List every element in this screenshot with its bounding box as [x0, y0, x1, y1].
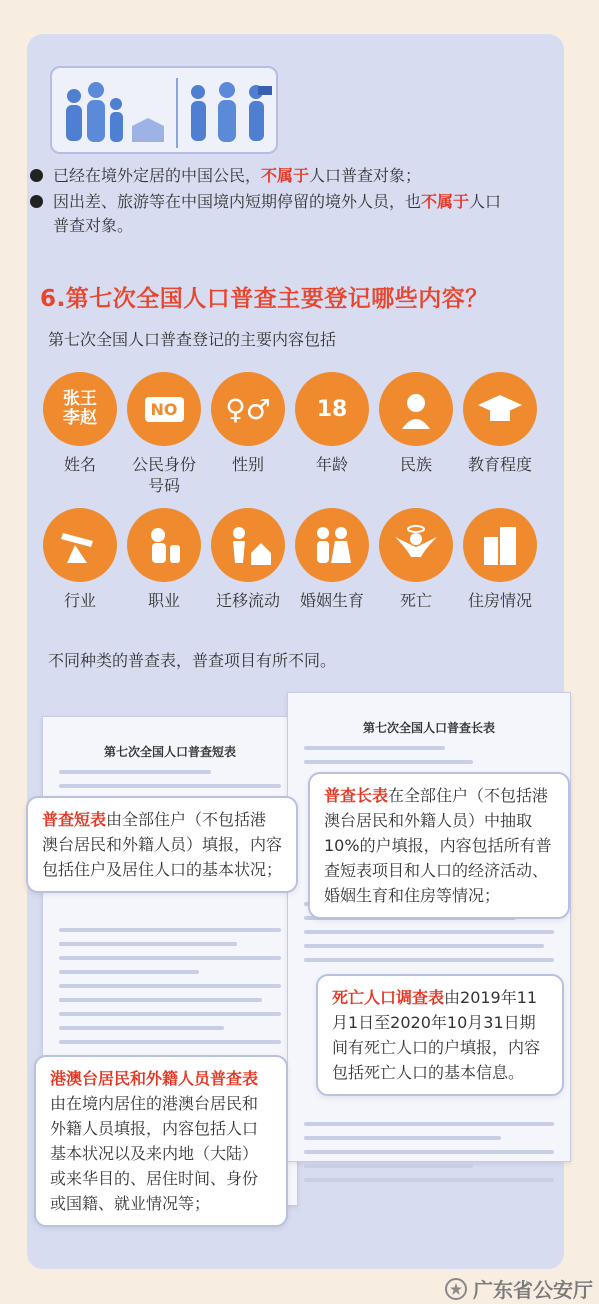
- difference-note: 不同种类的普查表，普查项目有所不同。: [48, 651, 337, 670]
- item-gender: ♀♂ 性别: [203, 372, 293, 475]
- item-marriage: 婚姻生育: [287, 508, 377, 611]
- couple-icon: [295, 508, 369, 582]
- id-card-icon: NO: [127, 372, 201, 446]
- long-form-note: 普查长表在全部住户（不包括港澳台居民和外籍人员）中抽取10%的户填报，内容包括所有普查短表项目和人口的经济活动、婚姻生育和住房等情况；: [308, 772, 570, 919]
- bullet-dot-icon: [30, 195, 43, 208]
- bullet-text: 已经在境外定居的中国公民，不属于人口普查对象；: [53, 166, 422, 185]
- traveler-icon: [211, 508, 285, 582]
- item-id: NO 公民身份 号码: [119, 372, 209, 496]
- ethnic-person-icon: [379, 372, 453, 446]
- short-form-note: 普查短表由全部住户（不包括港澳台居民和外籍人员）填报，内容包括住户及居住人口的基本状况；: [26, 796, 298, 893]
- short-form-paper: 第七次全国人口普查短表: [42, 716, 298, 1206]
- hk-foreign-note: 港澳台居民和外籍人员普查表由在境内居住的港澳台居民和外籍人员填报，内容包括人口基本状况以及来内地（大陆）或来华目的、居住时间、身份或国籍、就业情况等；: [34, 1055, 288, 1227]
- bullet-dot-icon: [30, 169, 43, 182]
- item-death: 死亡: [371, 508, 461, 611]
- item-ethnicity: 民族: [371, 372, 461, 475]
- police-badge-icon: [445, 1278, 467, 1300]
- item-age: 18 年龄: [287, 372, 377, 475]
- buildings-icon: [463, 508, 537, 582]
- bullet-item: [30, 164, 421, 188]
- long-form-paper: 第七次全国人口普查长表: [287, 692, 571, 1162]
- worker-icon: [127, 508, 201, 582]
- item-name: 张王 李赵 姓名: [35, 372, 125, 475]
- bullet-item: [30, 190, 510, 238]
- oil-pump-icon: [43, 508, 117, 582]
- angel-icon: [379, 508, 453, 582]
- death-survey-note: 死亡人口调查表由2019年11月1日至2020年10月31日期间有死亡人口的户填报，内容包括死亡人口的基本信息。: [316, 974, 564, 1096]
- item-migration: 迁移流动: [203, 508, 293, 611]
- section-title: 6.第七次全国人口普查主要登记哪些内容？: [40, 286, 489, 312]
- gender-icon: ♀♂: [211, 372, 285, 446]
- people-illustration-icon: [52, 68, 278, 154]
- item-education: 教育程度: [455, 372, 545, 475]
- illustration-panel: [50, 66, 278, 154]
- item-housing: 住房情况: [455, 508, 545, 611]
- footer-watermark: 广东省公安厅: [445, 1274, 593, 1303]
- item-industry: 行业: [35, 508, 125, 611]
- section-intro: 第七次全国人口普查登记的主要内容包括: [48, 330, 337, 349]
- graduation-cap-icon: [463, 372, 537, 446]
- item-occupation: 职业: [119, 508, 209, 611]
- birthday-cake-icon: 18: [295, 372, 369, 446]
- name-chars-icon: 张王 李赵: [43, 372, 117, 446]
- bullet-text: 因出差、旅游等在中国境内短期停留的境外人员，也不属于人口普查对象。: [53, 192, 502, 235]
